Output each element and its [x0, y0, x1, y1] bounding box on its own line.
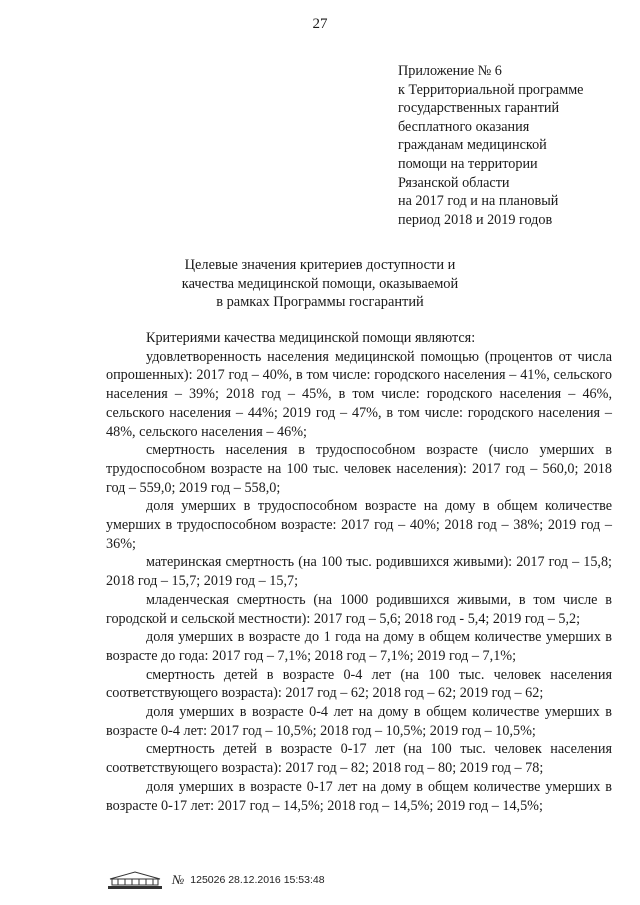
appendix-line: период 2018 и 2019 годов: [398, 211, 553, 228]
criterion-paragraph: удовлетворенность населения медицинской помощью (процентов от числа опрошенных): 2017 год – 40%, в том числе: городского населения – 41%, сельского населения – 39%; 2018 год – 45%, в том числе: городского населения – 46%, сельского населения – 44%; 2019 год – 47%, в том числе: городского населения – 48%, сельского населения – 46%;: [106, 348, 612, 440]
criterion-paragraph: доля умерших в трудоспособном возрасте на дому в общем количестве умерших в трудоспособном возрасте: 2017 год – 40%; 2018 год – 38%; 2019 год – 36%;: [106, 498, 612, 552]
criterion-paragraph: смертность детей в возрасте 0-17 лет (на 100 тыс. человек населения соответствующего возраста): 2017 год – 82; 2018 год – 80; 2019 год – 78;: [106, 741, 612, 777]
criterion-paragraph: доля умерших в возрасте 0-17 лет на дому в общем количестве умерших в возрасте 0-17 лет: 2017 год – 14,5%; 2018 год – 14,5%; 2019 год – 14,5%;: [106, 778, 612, 814]
appendix-line: на 2017 год и на плановый: [398, 193, 559, 210]
title-line: качества медицинской помощи, оказываемой: [181, 275, 459, 292]
criterion-paragraph: смертность детей в возрасте 0-4 лет (на 100 тыс. человек населения соответствующего возраста): 2017 год – 62; 2018 год – 62; 2019 год – 62;: [106, 666, 612, 702]
appendix-line: бесплатного оказания: [398, 118, 530, 135]
number-symbol: №: [172, 872, 185, 887]
appendix-line: государственных гарантий: [398, 100, 560, 117]
appendix-header: [398, 62, 620, 229]
criterion-paragraph: смертность населения в трудоспособном возрасте (число умерших в трудоспособном возрасте на 100 тыс. человек населения): 2017 год – 560,0; 2018 год – 559,0; 2019 год – 558,0;: [106, 442, 612, 496]
document-body: [106, 329, 612, 815]
title-line: Целевые значения критериев доступности и: [184, 257, 456, 273]
criterion-paragraph: материнская смертность (на 100 тыс. родившихся живыми): 2017 год – 15,8; 2018 год – 15,7; 2019 год – 15,7;: [106, 554, 612, 590]
building-stamp-icon: [106, 870, 164, 890]
document-title: [110, 256, 530, 312]
registration-stamp: 125026 28.12.2016 15:53:48: [190, 874, 325, 886]
page-number: 27: [312, 16, 328, 32]
appendix-line: гражданам медицинской: [398, 137, 547, 154]
document-footer: [106, 868, 325, 892]
appendix-line: к Территориальной программе: [398, 81, 584, 98]
criterion-paragraph: младенческая смертность (на 1000 родившихся живыми, в том числе в городской и сельской местности): 2017 год – 5,6; 2018 год - 5,4; 2019 год – 5,2;: [106, 591, 612, 627]
criterion-paragraph: доля умерших в возрасте до 1 года на дому в общем количестве умерших в возрасте до года: 2017 год – 7,1%; 2018 год – 7,1%; 2019 год – 7,1%;: [106, 629, 612, 664]
appendix-line: Рязанской области: [398, 174, 510, 191]
title-line: в рамках Программы госгарантий: [216, 294, 424, 311]
appendix-line: Приложение № 6: [398, 63, 502, 79]
appendix-line: помощи на территории: [398, 155, 538, 172]
intro-paragraph: Критериями качества медицинской помощи являются:: [146, 330, 476, 346]
criterion-paragraph: доля умерших в возрасте 0-4 лет на дому в общем количестве умерших в возрасте 0-4 лет: 2017 год – 10,5%; 2018 год – 10,5%; 2019 год – 10,5%;: [106, 704, 612, 739]
